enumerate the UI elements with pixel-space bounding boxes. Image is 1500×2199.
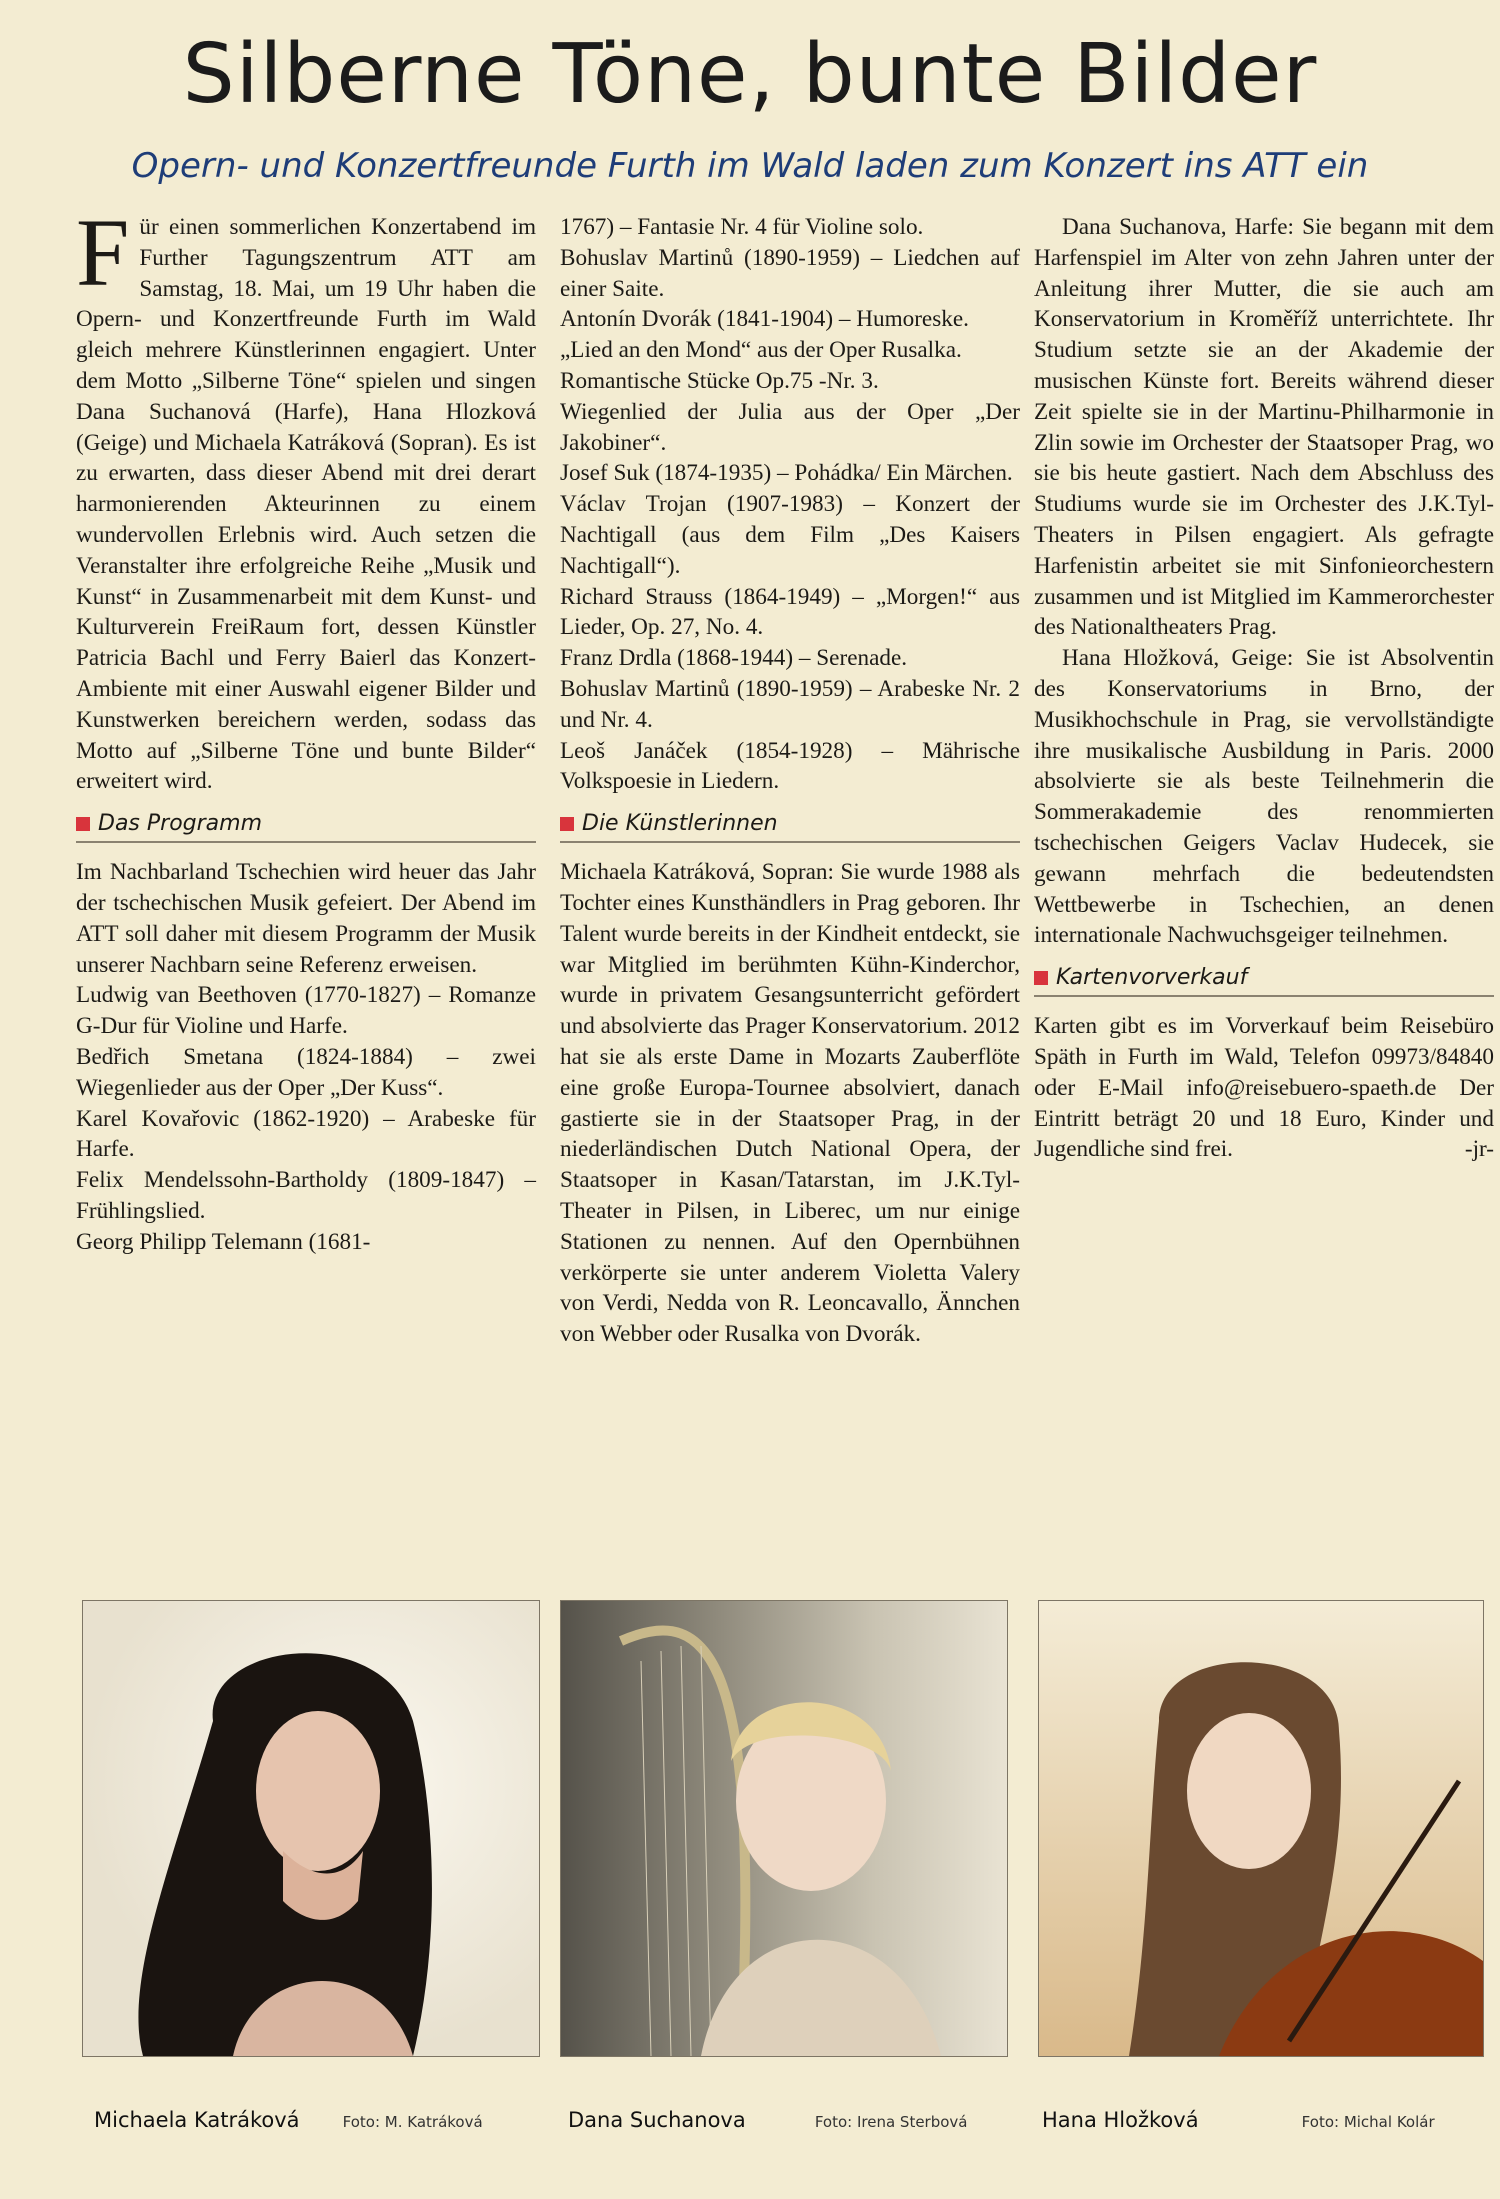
portrait-image xyxy=(1039,1601,1483,2056)
programm-item: Georg Philipp Telemann (1681- xyxy=(76,1228,371,1255)
intro-text: ür einen sommerlichen Konzertabend im Further Tagungszentrum ATT am Samstag, 18. Mai, um 19 Uhr haben die Opern- und Konzertfreunde Furth im Wald gleich mehrere Künstlerinnen engagiert. Unter dem Motto „Silberne Töne“ spielen und singen Dana Suchanová (Harfe), Hana Hlozková (Geige) und Michaela Katráková (Sopran). Es ist zu erwarten, dass dieser Abend mit drei derart harmonierenden Akteurinnen zu einem wundervollen Erlebnis wird. Auch setzen die Veranstalter ihre erfolgreiche Reihe „Musik und Kunst“ in Zusammenarbeit mit dem Kunst- und Kulturverein FreiRaum fort, dessen Künstler Patricia Bachl und Ferry Baierl das Konzert-Ambiente mit einer Auswahl eigener Bilder und Kunstwerken bereichern werden, sodass das Motto auf „Silberne Töne und bunte Bilder“ erweitert wird. xyxy=(76,214,536,795)
programm-item: 1767) – Fantasie Nr. 4 für Violine solo. xyxy=(560,214,924,240)
author-signature: -jr- xyxy=(1464,1136,1494,1163)
column-1 xyxy=(76,199,536,1258)
drop-cap: F xyxy=(76,199,130,306)
caption-name: Hana Hložková xyxy=(1042,2108,1199,2132)
programm-item: Josef Suk (1874-1935) – Pohádka/ Ein Märchen. xyxy=(560,460,1013,487)
caption-name: Dana Suchanova xyxy=(568,2108,746,2132)
section-heading-vorverkauf xyxy=(1034,959,1494,997)
programm-item: „Lied an den Mond“ aus der Oper Rusalka. xyxy=(560,337,962,364)
photo-suchanova xyxy=(560,1600,1008,2057)
headline: Silberne Töne, bunte Bilder xyxy=(182,27,1318,122)
section-heading-label: Das Programm xyxy=(98,811,263,837)
programm-intro: Im Nachbarland Tschechien wird heuer das Jahr der tschechischen Musik gefeiert. Der Abend im ATT soll daher mit diesem Programm der Musik unserer Nachbarn seine Referenz erweisen. xyxy=(76,859,536,978)
programm-item: Antonín Dvorák (1841-1904) – Humoreske. xyxy=(560,306,969,333)
caption-1 xyxy=(94,2108,483,2132)
programm-item: Wiegenlied der Julia aus der Oper „Der Jakobiner“. xyxy=(560,398,1020,456)
bio-suchanova: Dana Suchanova, Harfe: Sie begann mit dem Harfenspiel im Alter von zehn Jahren unter der Anleitung ihrer Mutter, die sie auch am Konservatorium in Kroměříž unterrichtete. Ihr Studium setzte sie an der Akademie der musischen Künste fort. Bereits während dieser Zeit spielte sie in der Martinu-Philharmonie in Zlin sowie im Orchester der Staatsoper Prag, wo sie bis heute gastiert. Nach dem Abschluss des Studiums wurde sie im Orchester des J.K.Tyl-Theaters in Pilsen engagiert. Als gefragte Harfenistin arbeitet sie mit Sinfonieorchestern zusammen und ist Mitglied im Kammerorchester des Nationaltheaters Prag. xyxy=(1034,214,1494,641)
programm-item: Václav Trojan (1907-1983) – Konzert der Nachtigall (aus dem Film „Des Kaisers Nachtigall“). xyxy=(560,491,1020,579)
caption-3 xyxy=(1042,2108,1435,2132)
column-2 xyxy=(560,212,1020,1350)
programm-item: Bohuslav Martinů (1890-1959) – Liedchen auf einer Saite. xyxy=(560,244,1020,302)
column-3 xyxy=(1034,212,1494,1165)
programm-item: Karel Kovařovic (1862-1920) – Arabeske für Harfe. xyxy=(76,1105,536,1163)
programm-item: Bedřich Smetana (1824-1884) – zwei Wiegenlieder aus der Oper „Der Kuss“. xyxy=(76,1043,536,1101)
section-heading-programm xyxy=(76,805,536,843)
section-heading-kuenstlerinnen xyxy=(560,805,1020,843)
red-square-icon xyxy=(76,817,90,831)
caption-2 xyxy=(568,2108,968,2132)
programm-item: Leoš Janáček (1854-1928) – Mährische Volkspoesie in Liedern. xyxy=(560,737,1020,795)
programm-item: Felix Mendelssohn-Bartholdy (1809-1847) – Frühlingslied. xyxy=(76,1167,536,1224)
caption-name: Michaela Katráková xyxy=(94,2108,300,2132)
red-square-icon xyxy=(1034,971,1048,985)
programm-item: Franz Drdla (1868-1944) – Serenade. xyxy=(560,645,908,672)
bio-hlozkova: Hana Hložková, Geige: Sie ist Absolventin des Konservatoriums in Brno, der Musikhochschule in Prag, sie vervollständigte ihre musikalische Ausbildung in Paris. 2000 absolvierte sie als beste Teilnehmerin die Sommerakademie des renommierten tschechischen Geigers Vaclav Hudecek, sie gewann mehrfach die bedeutendsten Wettbewerbe in Tschechien, an denen internationale Nachwuchsgeiger teilnehmen. xyxy=(1034,645,1494,949)
programm-item: Richard Strauss (1864-1949) – „Morgen!“ aus Lieder, Op. 27, No. 4. xyxy=(560,583,1020,641)
programm-item: Ludwig van Beethoven (1770-1827) – Romanze G-Dur für Violine und Harfe. xyxy=(76,982,536,1040)
photo-hlozkova xyxy=(1038,1600,1484,2057)
caption-credit: Foto: Irena Sterbová xyxy=(814,2113,968,2131)
programm-item: Romantische Stücke Op.75 -Nr. 3. xyxy=(560,367,879,394)
portrait-image xyxy=(561,1601,1007,2056)
section-heading-label: Die Künstlerinnen xyxy=(582,811,778,837)
caption-credit: Foto: Michal Kolár xyxy=(1301,2113,1435,2131)
programm-item: Bohuslav Martinů (1890-1959) – Arabeske Nr. 2 und Nr. 4. xyxy=(560,675,1020,733)
intro-paragraph xyxy=(76,199,536,797)
subheadline: Opern- und Konzertfreunde Furth im Wald laden zum Konzert ins ATT ein xyxy=(131,146,1369,186)
portrait-image xyxy=(83,1601,539,2056)
section-heading-label: Kartenvorverkauf xyxy=(1056,965,1248,991)
vorverkauf-text xyxy=(1034,1011,1494,1165)
caption-credit: Foto: M. Katráková xyxy=(342,2113,483,2131)
red-square-icon xyxy=(560,817,574,831)
photo-katrakova xyxy=(82,1600,540,2057)
bio-katrakova: Michaela Katráková, Sopran: Sie wurde 1988 als Tochter eines Kunsthändlers in Prag geboren. Ihr Talent wurde bereits in der Kindheit entdeckt, sie war Mitglied im berühmten Kühn-Kinderchor, wurde in privatem Gesangsunterricht gefördert und absolvierte das Prager Konservatorium. 2012 hat sie als erste Dame in Mozarts Zauberflöte eine große Europa-Tournee absolviert, danach gastierte sie in der Staatsoper Prag, in der niederländischen Dutch National Opera, der Staatsoper in Kasan/Tatarstan, im J.K.Tyl-Theater in Pilsen, in Liberec, um nur einige Stationen zu nennen. Auf den Opernbühnen verkörperte sie unter anderem Violetta Valery von Verdi, Nedda von R. Leoncavallo, Ännchen von Webber oder Rusalka von Dvorák. xyxy=(560,859,1020,1348)
vorverkauf-body: Karten gibt es im Vorverkauf beim Reisebüro Späth in Furth im Wald, Telefon 09973/84840 oder E-Mail info@reisebuero-spaeth.de Der Eintritt beträgt 20 und 18 Euro, Kinder und Jugendliche sind frei. xyxy=(1034,1013,1494,1163)
